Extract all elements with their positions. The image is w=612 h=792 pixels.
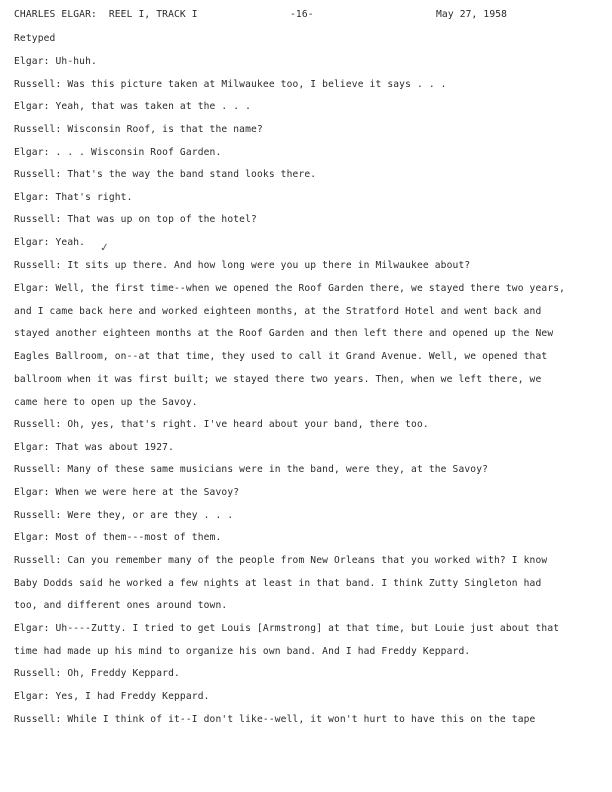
transcript-line: Russell: Oh, Freddy Keppard.	[14, 668, 180, 679]
transcript-line: Elgar: When we were here at the Savoy?	[14, 487, 240, 498]
interview-date: May 27, 1958	[436, 9, 508, 20]
transcript-line: Elgar: That's right.	[14, 192, 133, 203]
transcript-line: Russell: That was up on top of the hotel?	[14, 214, 257, 225]
transcript-line: and I came back here and worked eighteen months, at the Stratford Hotel and went back and	[14, 306, 542, 317]
transcript-line: Elgar: That was about 1927.	[14, 442, 174, 453]
transcript-line: Elgar: Yeah.	[14, 237, 86, 248]
transcript-line: Elgar: . . . Wisconsin Roof Garden.	[14, 147, 222, 158]
transcript-line: Russell: Can you remember many of the people from New Orleans that you worked with? I know	[14, 555, 548, 566]
transcript-line: Elgar: Yes, I had Freddy Keppard.	[14, 691, 210, 702]
transcript-line: Russell: Many of these same musicians were in the band, were they, at the Savoy?	[14, 464, 489, 475]
transcript-line: stayed another eighteen months at the Roof Garden and then left there and opened up the New	[14, 328, 554, 339]
transcript-line: Elgar: Uh----Zutty. I tried to get Louis [Armstrong] at that time, but Louie just about that	[14, 623, 560, 634]
transcript-line: time had made up his mind to organize his own band. And I had Freddy Keppard.	[14, 646, 471, 657]
page-number: -16-	[290, 9, 314, 20]
transcript-line: Russell: That's the way the band stand looks there.	[14, 169, 317, 180]
transcript-line: ballroom when it was first built; we stayed there two years. Then, when we left there, we	[14, 374, 542, 385]
transcript-line: Eagles Ballroom, on--at that time, they used to call it Grand Avenue. Well, we opened that	[14, 351, 548, 362]
retyped-note: Retyped	[14, 33, 56, 44]
transcript-line: Elgar: Most of them---most of them.	[14, 532, 222, 543]
transcript-line: Elgar: Well, the first time--when we opened the Roof Garden there, we stayed there two years,	[14, 283, 566, 294]
transcript-line: Russell: It sits up there. And how long were you up there in Milwaukee about?	[14, 260, 471, 271]
handwritten-check-mark: ✓	[99, 240, 111, 255]
page-header	[14, 9, 604, 23]
transcript-line: Elgar: Yeah, that was taken at the . . .	[14, 101, 252, 112]
transcript-line: Russell: Oh, yes, that's right. I've heard about your band, there too.	[14, 419, 429, 430]
transcript-line: Baby Dodds said he worked a few nights at least in that band. I think Zutty Singleton had	[14, 578, 542, 589]
transcript-line: came here to open up the Savoy.	[14, 397, 198, 408]
transcript-line: too, and different ones around town.	[14, 600, 228, 611]
transcript-line: Russell: Was this picture taken at Milwaukee too, I believe it says . . .	[14, 79, 447, 90]
transcript-title: CHARLES ELGAR: REEL I, TRACK I	[14, 9, 198, 20]
transcript-line: Russell: Wisconsin Roof, is that the name?	[14, 124, 263, 135]
transcript-line: Russell: While I think of it--I don't like--well, it won't hurt to have this on the tape	[14, 714, 536, 725]
transcript-line: Elgar: Uh-huh.	[14, 56, 97, 67]
transcript-line: Russell: Were they, or are they . . .	[14, 510, 234, 521]
